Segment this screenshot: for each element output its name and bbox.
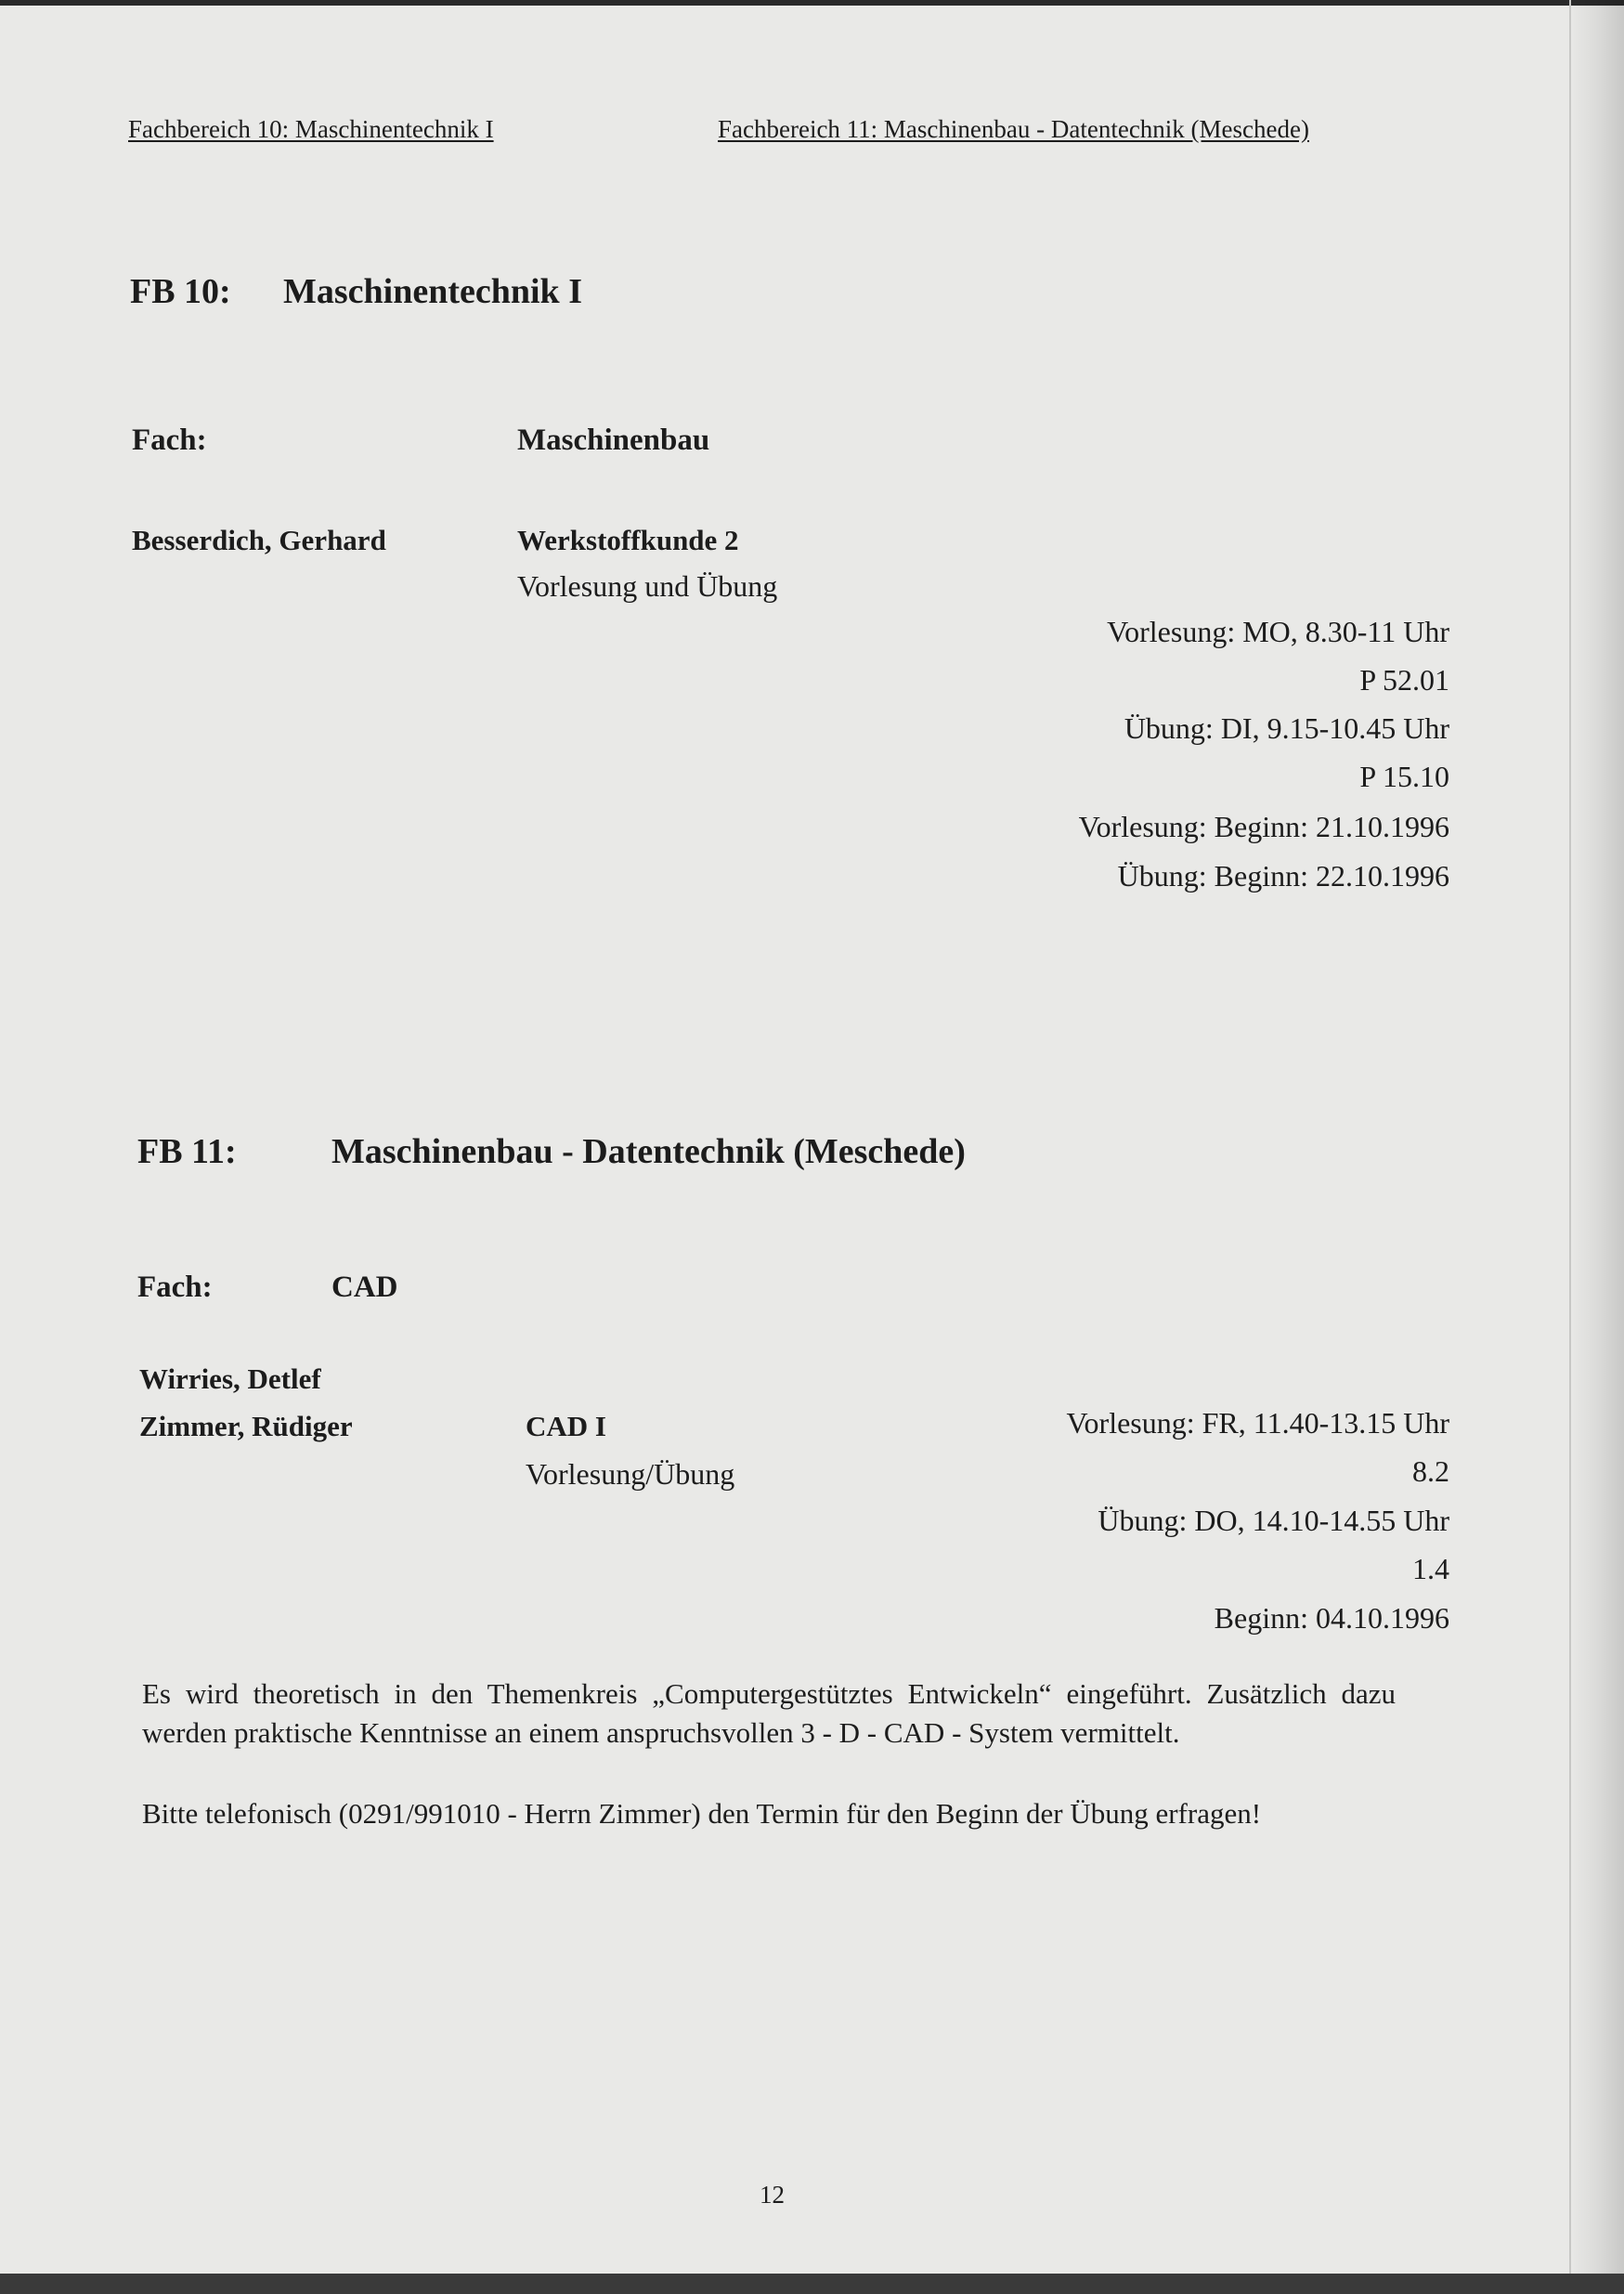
fb11-schedule-line: Übung: DO, 14.10-14.55 Uhr [1098, 1504, 1449, 1537]
running-header-left: Fachbereich 10: Maschinentechnik I [128, 115, 494, 143]
fb11-lecturer: Zimmer, Rüdiger [139, 1410, 353, 1442]
fb10-schedule-line: Übung: Beginn: 22.10.1996 [1117, 859, 1449, 893]
page-edge-shadow [1568, 0, 1624, 2294]
fb11-schedule-line: Vorlesung: FR, 11.40-13.15 Uhr [1066, 1406, 1449, 1440]
fb10-course-type: Vorlesung und Übung [517, 569, 778, 603]
fb11-course-type: Vorlesung/Übung [526, 1457, 735, 1491]
fb10-schedule-line: Vorlesung: Beginn: 21.10.1996 [1078, 810, 1449, 843]
scan-bottom-edge [0, 2274, 1624, 2294]
fb10-schedule-line: Übung: DI, 9.15-10.45 Uhr [1124, 711, 1449, 745]
running-header-right: Fachbereich 11: Maschinenbau - Datentechnik (Meschede) [718, 115, 1309, 143]
fb10-fach-value: Maschinenbau [517, 424, 710, 457]
fb10-schedule-line: Vorlesung: MO, 8.30-11 Uhr [1107, 615, 1449, 648]
fb11-description: Es wird theoretisch in den Themenkreis „Computergestütztes Entwickeln“ eingeführt. Zusätzlich dazu werden praktische Kenntnisse an einem anspruchsvollen 3 - D - CAD - System vermittelt. [142, 1677, 1396, 1749]
fb10-lecturer: Besserdich, Gerhard [132, 524, 386, 556]
fb10-code: FB 10: [130, 272, 231, 311]
scan-top-edge [0, 0, 1624, 6]
page-fold-line [1569, 0, 1571, 2294]
fb11-schedule-line: 1.4 [1412, 1552, 1449, 1585]
fb11-fach-value: CAD [331, 1271, 398, 1304]
fb11-schedule-line: 8.2 [1412, 1454, 1449, 1488]
fb10-course-title: Werkstoffkunde 2 [517, 524, 739, 556]
fb11-note: Bitte telefonisch (0291/991010 - Herrn Zimmer) den Termin für den Beginn der Übung erfragen! [142, 1797, 1262, 1830]
fb11-fach-label: Fach: [137, 1271, 213, 1304]
fb11-schedule-line: Beginn: 04.10.1996 [1214, 1601, 1449, 1635]
fb10-schedule-line: P 15.10 [1359, 760, 1449, 793]
fb10-schedule-line: P 52.01 [1359, 663, 1449, 697]
fb11-code: FB 11: [137, 1132, 237, 1171]
fb10-fach-label: Fach: [132, 424, 207, 457]
fb11-title: Maschinenbau - Datentechnik (Meschede) [331, 1132, 966, 1171]
fb10-title: Maschinentechnik I [283, 272, 582, 311]
fb11-course-title: CAD I [526, 1410, 606, 1442]
fb11-lecturer: Wirries, Detlef [139, 1362, 321, 1395]
page-number: 12 [760, 2181, 785, 2209]
